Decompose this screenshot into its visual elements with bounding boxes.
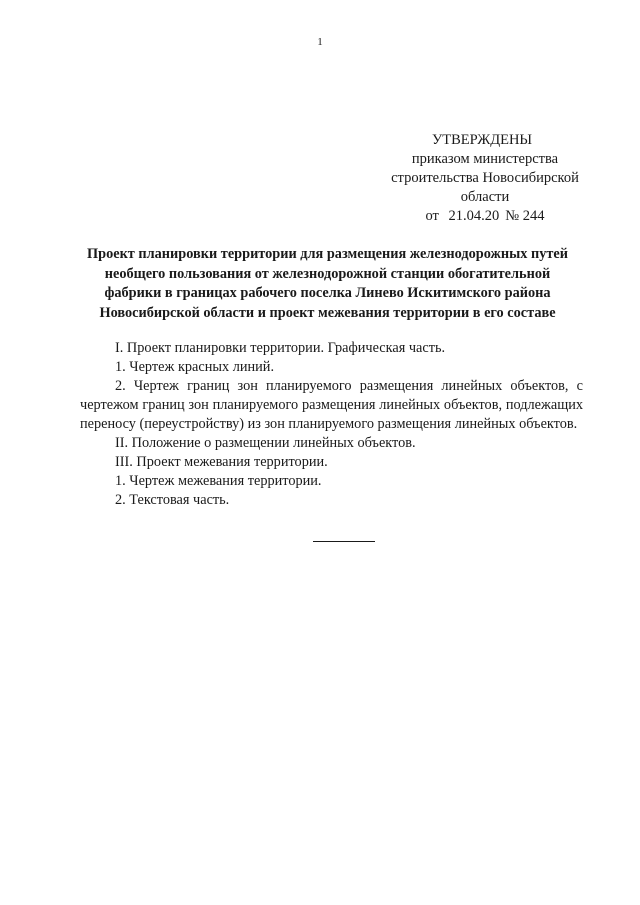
contents-item-3-1: 1. Чертеж межевания территории. [115, 473, 322, 489]
contents-item-section-2: II. Положение о размещении линейных объектов. [115, 435, 416, 451]
title-line-1: Проект планировки территории для размещения железнодорожных путей [87, 246, 568, 262]
end-separator-line [313, 541, 375, 542]
approval-ministry-line: строительства Новосибирской [391, 170, 579, 186]
page-number: 1 [317, 36, 323, 48]
contents-item-section-3: III. Проект межевания территории. [115, 454, 328, 470]
title-line-3: фабрики в границах рабочего поселка Линево Искитимского района [104, 285, 551, 301]
contents-item-1-1: 1. Чертеж красных линий. [115, 359, 275, 375]
approval-order-line: приказом министерства [411, 151, 559, 167]
approval-date-line [380, 207, 590, 226]
approval-heading: УТВЕРЖДЕНЫ [432, 132, 533, 148]
approval-date-prefix: от [425, 208, 439, 224]
contents-item-section-1: I. Проект планировки территории. Графическая часть. [115, 340, 446, 356]
contents-list [80, 339, 583, 510]
approval-number: № 244 [505, 208, 545, 224]
approval-date: 21.04.20 [448, 208, 500, 224]
approval-block [380, 131, 590, 226]
approval-region-line: области [460, 189, 510, 205]
contents-item-3-2: 2. Текстовая часть. [115, 492, 230, 508]
title-line-2: необщего пользования от железнодорожной станции обогатительной [104, 265, 551, 282]
document-title [80, 245, 575, 323]
contents-item-1-2: 2. Чертеж границ зон планируемого размещения линейных объектов, с чертежом границ зон планируемого размещения линейных объектов, подлежащих переносу (переустройству) из зон планируемого размещения линейных объектов. [80, 378, 583, 432]
title-line-4: Новосибирской области и проект межевания территории в его составе [99, 304, 556, 321]
